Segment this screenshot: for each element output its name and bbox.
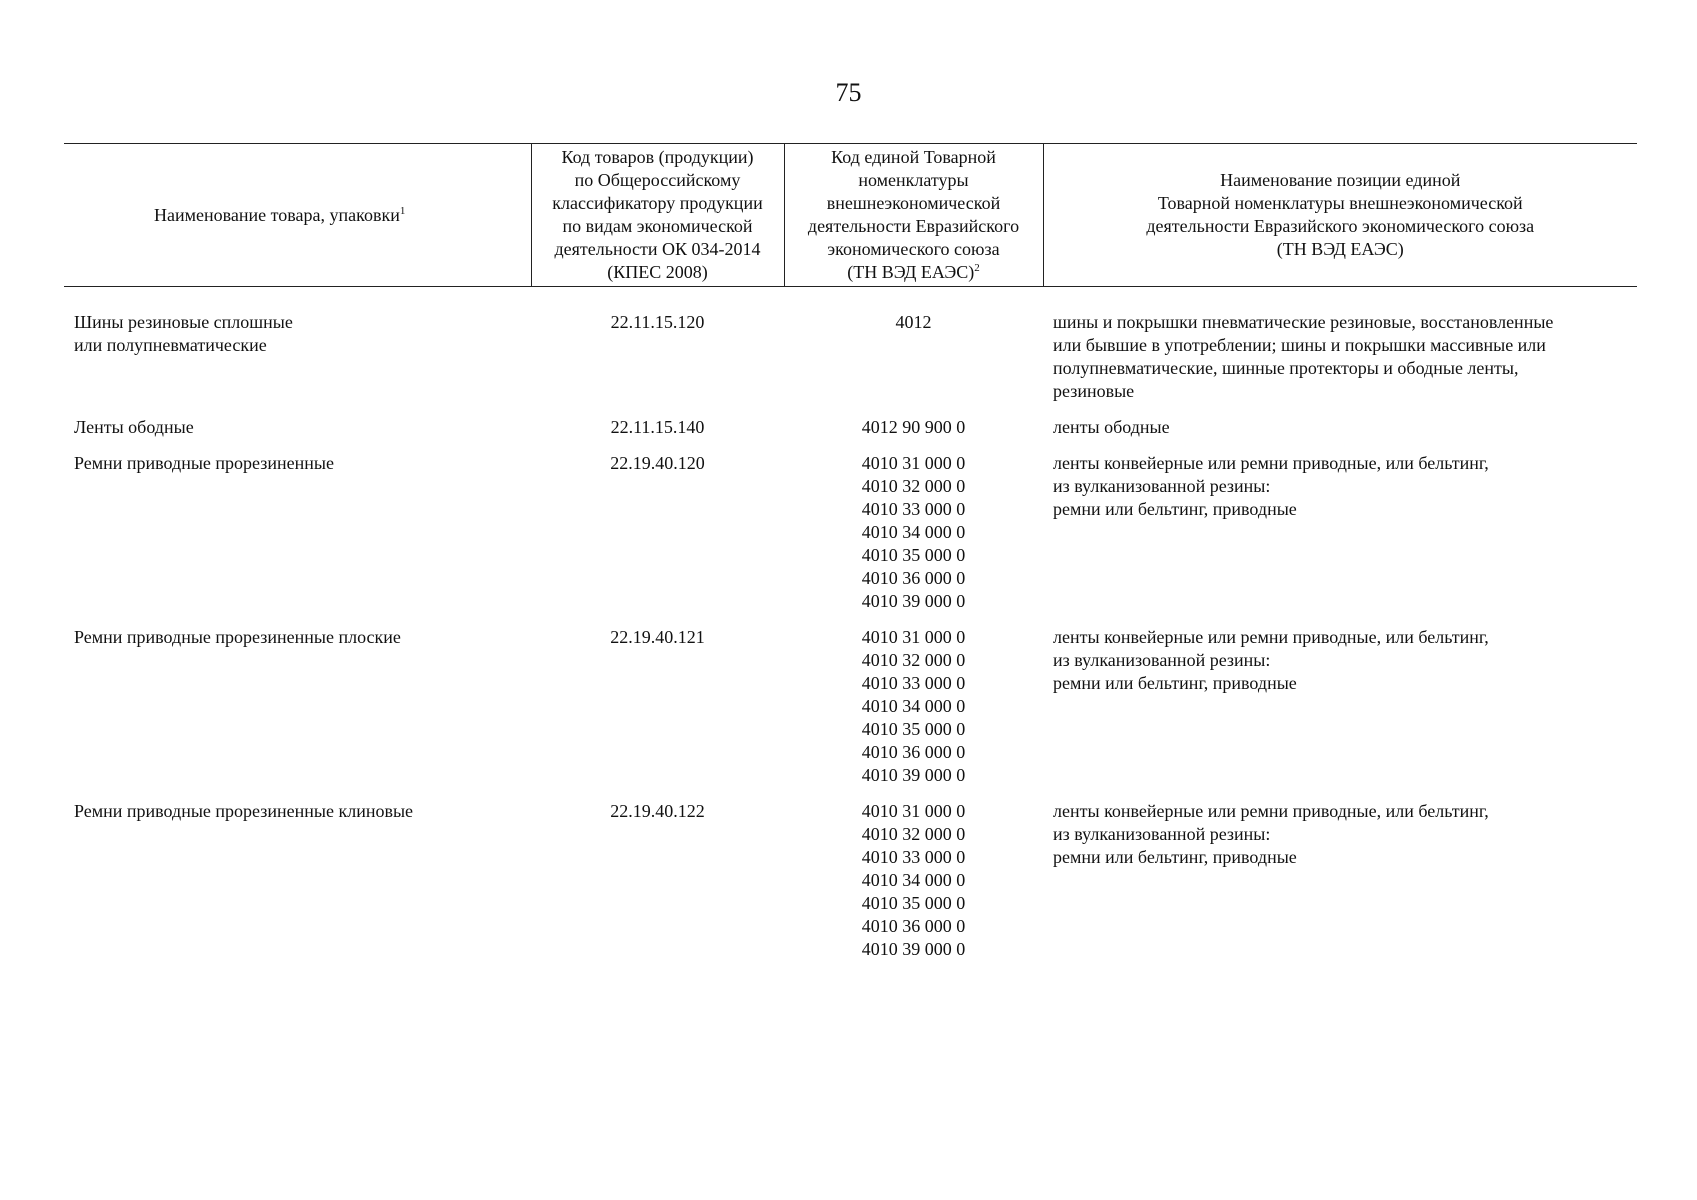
header-okpd-line: по видам экономической: [562, 216, 753, 236]
tn-code: 4012: [895, 312, 932, 332]
header-product-name: [64, 144, 531, 287]
tn-code: 4010 39 000 0: [861, 939, 966, 959]
table-row: [64, 800, 1637, 974]
header-okpd-line: деятельности ОК 034-2014: [554, 239, 761, 259]
tn-code: 4010 33 000 0: [861, 499, 966, 519]
header-okpd-line: Код товаров (продукции): [561, 147, 754, 167]
header-tnname-line: деятельности Евразийского экономического союза: [1146, 216, 1535, 236]
tn-code: 4010 36 000 0: [861, 742, 966, 762]
header-tnname-line: Наименование позиции единой: [1220, 170, 1461, 190]
table-row: [64, 626, 1637, 800]
text-line: из вулканизованной резины:: [1053, 476, 1271, 496]
text-line: из вулканизованной резины:: [1053, 824, 1271, 844]
tn-code: 4010 32 000 0: [861, 476, 966, 496]
header-tnname-line: (ТН ВЭД ЕАЭС): [1276, 239, 1404, 259]
text-line: полупневматические, шинные протекторы и ободные ленты,: [1053, 358, 1519, 378]
tn-code: 4010 31 000 0: [861, 453, 966, 473]
table-header: [64, 144, 1637, 287]
table-row: [64, 452, 1637, 626]
text-line: ленты конвейерные или ремни приводные, или бельтинг,: [1053, 627, 1489, 647]
header-tn-line: номенклатуры: [858, 170, 969, 190]
text-line: из вулканизованной резины:: [1053, 650, 1271, 670]
text-line: ремни или бельтинг, приводные: [1053, 847, 1297, 867]
cell-product-name: [64, 287, 531, 417]
tn-code: 4010 34 000 0: [861, 522, 966, 542]
header-okpd-code: [531, 144, 784, 287]
table-row: [64, 287, 1637, 417]
header-tn-line-last: [791, 261, 1037, 284]
tn-code: 4010 32 000 0: [861, 824, 966, 844]
tn-code: 4010 34 000 0: [861, 870, 966, 890]
tn-code: 4010 34 000 0: [861, 696, 966, 716]
tn-code: 4010 39 000 0: [861, 591, 966, 611]
text-line: ленты конвейерные или ремни приводные, или бельтинг,: [1053, 801, 1489, 821]
cell-product-name: [64, 800, 531, 974]
cell-tn-ved-name: [1043, 452, 1637, 626]
text-line: ремни или бельтинг, приводные: [1053, 673, 1297, 693]
cell-tn-ved-name: [1043, 800, 1637, 974]
header-tn-line: экономического союза: [827, 239, 1000, 259]
text-line: ленты конвейерные или ремни приводные, или бельтинг,: [1053, 453, 1489, 473]
cell-product-name: [64, 452, 531, 626]
text-line: или бывшие в употреблении; шины и покрышки массивные или: [1053, 335, 1546, 355]
cell-product-name: [64, 416, 531, 452]
tn-code: 4010 33 000 0: [861, 847, 966, 867]
tn-code: 4010 31 000 0: [861, 627, 966, 647]
text-line: Ремни приводные прорезиненные клиновые: [74, 801, 414, 821]
text-line: или полупневматические: [74, 335, 267, 355]
cell-product-name: [64, 626, 531, 800]
footnote-2-marker: 2: [974, 262, 980, 274]
cell-tn-ved-name: [1043, 416, 1637, 452]
cell-okpd-code: 22.11.15.140: [610, 417, 705, 437]
tn-code: 4010 31 000 0: [861, 801, 966, 821]
cell-tn-ved-codes: [784, 800, 1043, 974]
text-line: ленты ободные: [1053, 417, 1170, 437]
header-tn-line: деятельности Евразийского: [807, 216, 1020, 236]
cell-okpd-code: 22.19.40.121: [610, 627, 705, 647]
header-tnname-line: Товарной номенклатуры внешнеэкономической: [1157, 193, 1523, 213]
tn-code: 4010 33 000 0: [861, 673, 966, 693]
table-body: [64, 287, 1637, 975]
text-line: Ленты ободные: [74, 417, 194, 437]
cell-tn-ved-codes: [784, 287, 1043, 417]
tn-code: 4010 36 000 0: [861, 568, 966, 588]
header-tn-line: Код единой Товарной: [831, 147, 996, 167]
tn-code: 4010 35 000 0: [861, 545, 966, 565]
text-line: Ремни приводные прорезиненные плоские: [74, 627, 401, 647]
table-row: [64, 416, 1637, 452]
cell-okpd-code: 22.19.40.120: [610, 453, 705, 473]
cell-okpd-code: 22.19.40.122: [610, 801, 705, 821]
text-line: Ремни приводные прорезиненные: [74, 453, 334, 473]
header-tn-line: (ТН ВЭД ЕАЭС): [847, 262, 975, 282]
header-okpd-line: (КПЕС 2008): [607, 262, 708, 282]
tn-code: 4012 90 900 0: [861, 417, 966, 437]
cell-tn-ved-codes: [784, 626, 1043, 800]
header-okpd-line: по Общероссийскому: [574, 170, 741, 190]
header-okpd-line: классификатору продукции: [552, 193, 763, 213]
tn-code: 4010 35 000 0: [861, 719, 966, 739]
cell-tn-ved-name: [1043, 287, 1637, 417]
tn-code: 4010 39 000 0: [861, 765, 966, 785]
text-line: резиновые: [1053, 381, 1135, 401]
header-product-name-text: Наименование товара, упаковки: [154, 204, 400, 225]
goods-table: [64, 143, 1637, 974]
page-number: 75: [835, 78, 862, 107]
text-line: шины и покрышки пневматические резиновые, восстановленные: [1053, 312, 1554, 332]
cell-okpd-code: 22.11.15.120: [610, 312, 705, 332]
header-tn-ved-position-name: [1043, 144, 1637, 287]
footnote-1-marker: 1: [399, 204, 406, 217]
tn-code: 4010 32 000 0: [861, 650, 966, 670]
header-tn-ved-code: [784, 144, 1043, 287]
tn-code: 4010 35 000 0: [861, 893, 966, 913]
cell-tn-ved-codes: [784, 416, 1043, 452]
tn-code: 4010 36 000 0: [861, 916, 966, 936]
cell-tn-ved-name: [1043, 626, 1637, 800]
text-line: Шины резиновые сплошные: [74, 312, 293, 332]
header-tn-line: внешнеэкономической: [826, 193, 1001, 213]
text-line: ремни или бельтинг, приводные: [1053, 499, 1297, 519]
cell-tn-ved-codes: [784, 452, 1043, 626]
